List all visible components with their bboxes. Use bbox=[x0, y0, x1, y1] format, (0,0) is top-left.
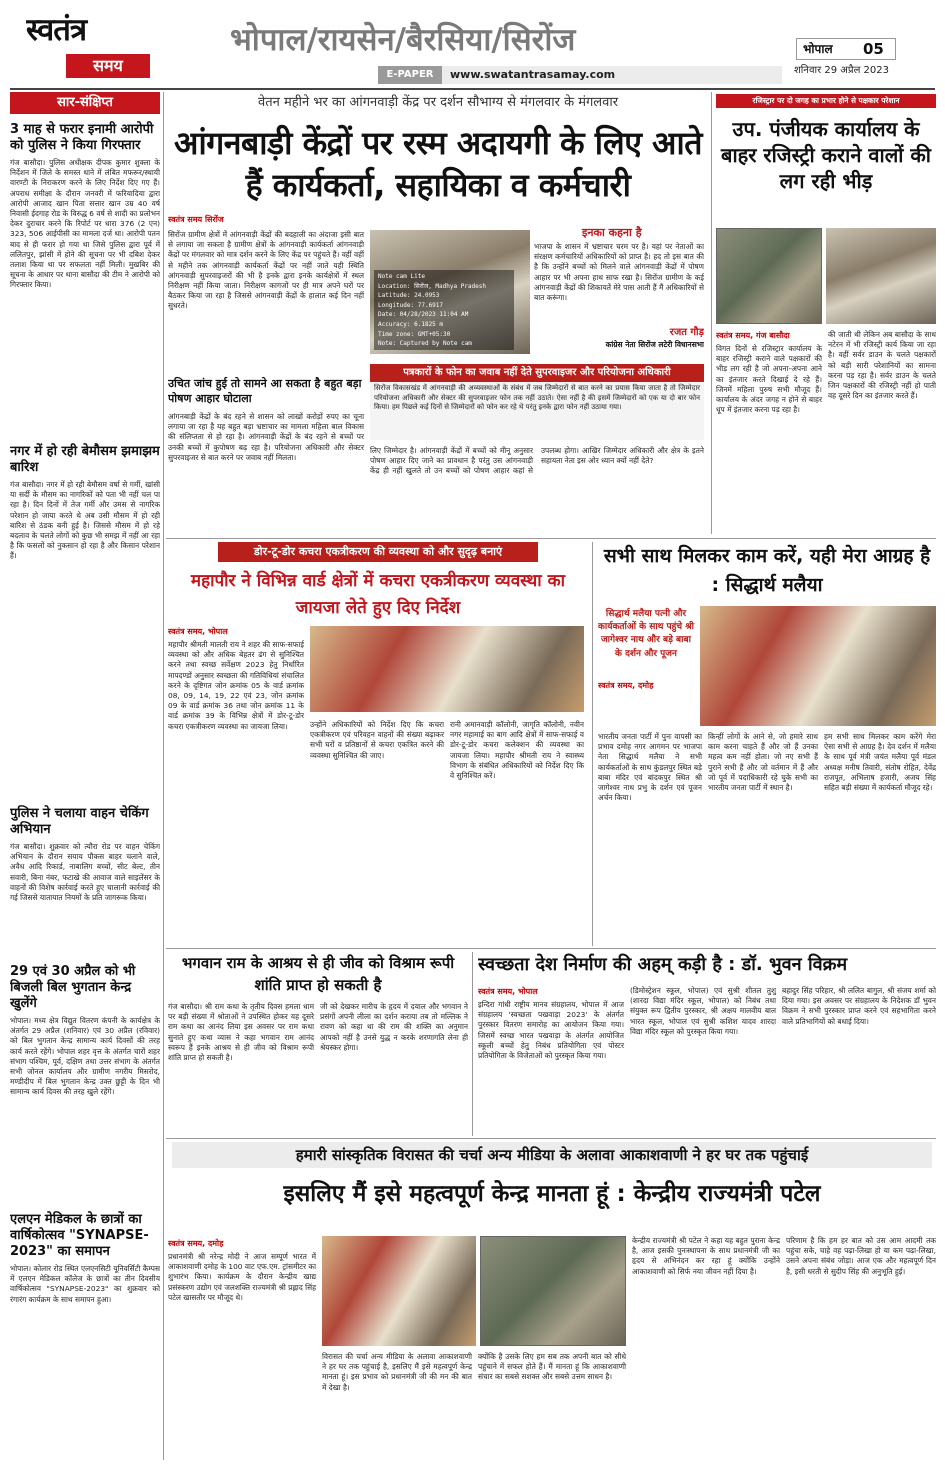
quote-box bbox=[534, 226, 704, 362]
city-strip bbox=[172, 16, 782, 64]
malaiya-caption: सिद्धार्थ मलैया पत्नी और कार्यकर्ताओं के साथ पहुंचे श्री जागेश्वर नाथ और बड़े बाबा के दर्शन और पूजन bbox=[598, 609, 694, 659]
registry-byline: स्वतंत्र समय, गंज बासौदा bbox=[716, 331, 790, 340]
photo-overlay bbox=[374, 270, 514, 350]
anganwadi-body-2: आंगनबाड़ी केंद्रों के बंद रहने से शासन को लाखों करोड़ों रुपए का चूना लगाया जा रहा है यह बहुत बड़ा भ्रष्टाचार का मामला महिला बाल विकास की संलिप्तता से हो रहा है। आंगनवाड़ी केंद्रों के बंद रहने से बच्चों पर उनकी बच्चों में कुपोषण बढ़ रहा है। परियोजना अधिकारी और सेक्टर सुपरवाइजर से बात करने पर जवाब नहीं मिलता। bbox=[168, 412, 364, 462]
logo bbox=[26, 10, 156, 82]
sidebar-story-3-headline: पुलिस ने चलाया वाहन चेकिंग अभियान bbox=[10, 806, 149, 837]
ram-body-2: जी को देखकर मारीच के हृदय में दयाल और भगवान ने प्रसंगों अपनी लीला का दर्शन कराया तब तो मल्लिक ने रावण को कहा था की राम की शक्ति का अनुमान आपको नहीं है उनसे युद्ध न करके शरणागति लेना ही श्रेयस्कर होगा। bbox=[320, 1002, 468, 1052]
ram-body-1: गंज बासौदा। श्री राम कथा के तृतीय दिवस हमला धाम पर बड़ी संख्या में श्रोताओं ने उपस्थित होकर यह दूसरे राम कथा का आनंद लिया इस अवसर पर राम कथा सुनाते हुए कथा व्यास ने कहा भगवान राम आनंद स्वरूप हैं इनके आश्रय से ही जीव को विश्राम रूपी शांति प्राप्त हो सकती है। bbox=[168, 1002, 314, 1063]
city-names: भोपाल/रायसेन/बैरसिया/सिरोंज bbox=[230, 22, 576, 58]
waste-body-2: उन्होंने अधिकारियों को निर्देश दिए कि कचरा एकत्रीकरण एवं परिवहन वाहनों की संख्या बढ़ाकर सभी घरों व प्रतिष्ठानों से कचरा एकत्रित करने की व्यवस्था सुनिश्चित की जाए। bbox=[310, 720, 444, 760]
sidebar-story-4-headline: 29 एवं 30 अप्रैल को भी बिजली बिल भुगतान केन्द्र खुलेंगे bbox=[10, 964, 136, 1011]
waste-body-3: रानी अमानवाड़ी कॉलोनी, जागृति कॉलोनी, नवीन नगर महामाई का बाग आदि क्षेत्रों में साफ-सफाई व डोर-टू-डोर कचरा कलेक्शन की व्यवस्था का जायजा लिया। महापौर श्रीमती राय ने स्वास्थ्य विभाग के संबंधित अधिकारियों को निर्देश दिए कि वे सुनिश्चित करें। bbox=[450, 720, 584, 781]
sidebar-story-1-headline: 3 माह से फरार इनामी आरोपी को पुलिस ने किया गिरफ्तार bbox=[10, 122, 154, 153]
quote-body: भाजपा के शासन में भ्रष्टाचार चरम पर है। यहां पर नेताओं का संरक्षण कर्मचारियों अधिकारियों को प्राप्त है। हद तो इस बात की है कि उन्होंने बच्चों को मिलने वाले आंगनवाड़ी केंद्रों में पोषण आहार पर भी अपना हाथ साफ रखा है। सिरोंज ग्रामीण के कई आंगनवाड़ी केंद्रों की शिकायतें मेरे पास आती हैं मैं अधिकारियों से बात करूंगा। bbox=[534, 242, 704, 303]
waste-kicker: डोर-टू-डोर कचरा एकत्रीकरण की व्यवस्था को और सुदृढ़ बनाएं bbox=[218, 542, 538, 562]
anganwadi-story bbox=[168, 94, 708, 538]
akashvani-body-2: विरासत की चर्चा अन्य मीडिया के अलावा आकाशवाणी ने हर घर तक पहुंचाई है, इसलिए मैं इसे महत्वपूर्ण केन्द्र मानता हूं। इस प्रभाव को प्रधानमंत्री जी की मन की बात में देखा है। bbox=[322, 1352, 472, 1392]
akashvani-kicker: हमारी सांस्कृतिक विरासत की चर्चा अन्य मीडिया के अलावा आकाशवाणी ने हर घर तक पहुंचाई bbox=[172, 1142, 932, 1168]
akashvani-body-3: क्योंकि है उसके लिए हम सब तक अपनी बात को सीधे पहुंचाने में सफल होते हैं। मैं मानता हूं कि आकाशवाणी संचार का सबसे सशक्त और सबसे उत्तम साधन है। bbox=[478, 1352, 626, 1382]
registry-body-2: की जाती थी लेकिन अब बासौदा के साथ नटेरन में भी रजिस्ट्री कार्य किया जा रहा है। वहीं सर्वर डाउन के चलते पक्षकारों को बड़ी सारी परेशानियों का सामना करना पड़ रहा है। सर्वर डाउन के चलते जिन पक्षकारों की रजिस्ट्री नहीं हो पाती वह दूसरे दिन का इंतजार करते हैं। bbox=[828, 330, 936, 401]
quote-name: रजत गौड़ bbox=[669, 327, 704, 338]
mid-rule-1 bbox=[166, 538, 936, 539]
sidebar-story-2-body: गंज बासौदा। नगर में हो रही बेमौसम वर्षा से गर्मी, खांसी या सर्दी के मौसम का नागरिकों को पता भी नहीं चल पा रहा है। दिन दिनों में तेज गर्मी और उमस से नागरिक परेशान हो जाया करते थे अब उसी मौसम में हो रही बारिश से ठंडक बनी हुई है। जिससे मौसम में हो रहे बदलाव के चलते लोगों को कुछ भी समझ में नहीं आ रहा है कि फसलों को नुकसान हो रहा है और किसान परेशान हैं। bbox=[10, 480, 160, 561]
epaper-bar bbox=[378, 66, 782, 84]
page-number: 05 bbox=[863, 40, 884, 58]
website-link[interactable]: www.swatantrasamay.com bbox=[450, 68, 616, 81]
overlay-line: Note cam Lite bbox=[378, 273, 425, 280]
mid-divider-2 bbox=[472, 952, 473, 1136]
ram-headline: भगवान राम के आश्रय से ही जीव को विश्राम रूपी शांति प्राप्त हो सकती है bbox=[181, 954, 455, 994]
swachhta-body-1: इन्दिरा गांधी राष्ट्रीय मानव संग्रहालय, भोपाल में आज संग्रहालय 'स्वच्छता पखवाड़ा 2023' के अंतर्गत पुरस्कार वितरण समारोह का आयोजन किया गया। जिसमें स्वच्छ भारत पखवाड़ा के अंतर्गत आयोजित स्कूली बच्चों हेतु निबंध प्रतियोगिता एवं पोस्टर प्रतियोगिता के विजेताओं को पुरस्कृत किया गया। bbox=[478, 1000, 624, 1061]
sidebar-story-4-body: भोपाल। मध्य क्षेत्र विद्युत वितरण कंपनी के कार्यक्षेत्र के अंतर्गत 29 अप्रैल (शनिवार) एवं 30 अप्रैल (रविवार) को बिल भुगतान केन्द्र सामान्य कार्य दिवसों की तरह कार्य करते रहेंगे। भोपाल शहर वृत्त के अंतर्गत चारों शहर संभाग पश्चिम, पूर्व, दक्षिण तथा उत्तर संभाग के अंतर्गत सभी जोनल कार्यालय और ग्रामीण नगरीय मिसरोद, मण्डीदीप में बिल भुगतान केन्द्र उक्त छुट्टी के दिन भी सामान्य कार्य दिवस की तरह खुले रहेंगे। bbox=[10, 1016, 160, 1097]
masthead-rule bbox=[10, 88, 935, 90]
edition-name: भोपाल bbox=[803, 42, 833, 56]
akashvani-body-1: प्रधानमंत्री श्री नरेन्द्र मोदी ने आज सम्पूर्ण भारत में आकाशवाणी दमोह के 100 वाट एफ.एम. ट्रांसमीटर का शुभारंभ किया। कार्यक्रम के दौरान केन्द्रीय खाद्य प्रसंस्करण उद्योग एवं जलशक्ति राज्यमंत्री श्री प्रह्लाद सिंह पटेल खासतौर पर मौजूद थे। bbox=[168, 1252, 316, 1302]
quote-title: इनका कहना है bbox=[582, 226, 642, 239]
akashvani-byline: स्वतंत्र समय, दमोह bbox=[168, 1239, 224, 1248]
swachhta-byline: स्वतंत्र समय, भोपाल bbox=[478, 987, 538, 996]
waste-story bbox=[168, 542, 588, 962]
swachhta-body-3: बहादुर सिंह परिहार, श्री ललित बागुल, श्री संजय शर्मा को दिया गया। इस अवसर पर संग्रहालय के निदेशक डॉ भुवन विक्रम ने सभी पुरस्कार प्राप्त करने एवं सहभागिता करने वाले प्रतिभागियों को बधाई दिया। bbox=[782, 986, 936, 1026]
quote-role: कांग्रेस नेता सिरोंज लटेरी विधानसभा bbox=[605, 340, 704, 349]
anganwadi-body-1: सिरोंज ग्रामीण क्षेत्रों में आंगनवाड़ी केंद्रों की बदहाली का अंदाजा इसी बात से लगाया जा सकता है ग्रामीण क्षेत्रों के आंगनवाड़ी कार्यकर्ता आंगनवाड़ी केंद्रों पर मंगलवार को मात्र दर्शन करने के लिए केंद्र पर पहुंचते हैं। वहीं वहीं से महीने तक आंगनवाड़ी कार्यकर्ता केंद्रों पर नहीं जाते यही स्थिति आंगनवाड़ी सुपरवाइजरों की भी है इनके द्वारा इनके कार्यक्षेत्रों में स्थल निरीक्षण नहीं किया जाता। निरीक्षण कागजों पर ही मात्र अपने घरों पर बैठकर किया जा रहा है जिससे आंगनवाड़ी केंद्रों के हालात कई दिन नहीं सुधरते। bbox=[168, 230, 364, 311]
reporters-box-body: सिरोंज विकासखंड में आंगनवाड़ी की अव्यवस्थाओं के संबंध में जब जिम्मेदारों से बात करने का प्रयास किया जाता है तो जिम्मेदार परियोजना अधिकारी और सेक्टर की सुपरवाइजर फोन तक नहीं उठाते। ऐसा नहीं है की इसमें जिम्मेदारों को एक या दो बार फोन किया। हम पिछले कई दिनों से जिम्मेदारों को फोन कर रहे थे परंतु इनके द्वारा फोन नहीं उठाया गया। bbox=[374, 384, 700, 412]
waste-body-1: महापौर श्रीमती मालती राय ने शहर की साफ-सफाई व्यवस्था को और अधिक बेहतर ढंग से सुनिश्चित करने तथा स्वच्छ सर्वेक्षण 2023 हेतु निर्धारित मापदण्डों अनुसार स्वच्छता की गतिविधियां संचालित करने के दृष्टिगत जोन क्रमांक 05 के वार्ड क्रमांक 08, 09, 14, 19, 22 एवं 23, जोन क्रमांक 09 के वार्ड क्रमांक 36 तथा जोन क्रमांक 11 के वार्ड क्रमांक 39 के विभिन्न क्षेत्रों में डोर-टू-डोर कचरा एकत्रीकरण व्यवस्था का जायजा लिया। bbox=[168, 640, 304, 731]
anganwadi-body-3: लिए जिम्मेदार है। आंगनवाड़ी केंद्रों में बच्चों को मीनू अनुसार पोषण आहार दिए जाने का प्रावधान है परंतु उस आंगनवाड़ी केंद्र ही नहीं खुलते तो उन बच्चों को पोषण आहार कहां से उपलब्ध होगा। आखिर जिम्मेदार अधिकारी और क्षेत्र के इतने सहायता नेता इस ओर ध्यान क्यों नहीं देते? bbox=[370, 446, 704, 476]
issue-date: शनिवार 29 अप्रैल 2023 bbox=[794, 65, 889, 76]
anganwadi-kicker: वेतन महीने भर का आंगनवाड़ी केंद्र पर दर्शन सौभाग्य से मंगलवार के मंगलवार bbox=[257, 95, 619, 110]
registry-body-1: विगत दिनों से रजिस्ट्रार कार्यालय के बाहर रजिस्ट्री कराने वाले पक्षकारों की भीड़ लग रही है जो अपना-अपना आने का इंतजार करते दिखाई दे रहे हैं। जिनमें महिला पुरुष सभी मौजूद हैं। कार्यालय के अंदर जगह न होने से बाहर धूप में इंतजार करना पड़ रहा है। bbox=[716, 344, 822, 415]
sidebar-story-2-headline: नगर में हो रही बेमौसम झमाझम बारिश bbox=[10, 444, 160, 475]
malaiya-body-1: भारतीय जनता पार्टी में पुनः वापसी का प्रभाव दमोह नगर आगमन पर भाजपा नेता सिद्धार्थ मलैया ने सभी कार्यकर्ताओं के साथ कुंडलपुर स्थित बड़े बाबा मंदिर एवं बांदकपुर स्थित श्री जागेश्वर नाथ प्रभु के दर्शन एवं पूजन अर्चन किया। bbox=[598, 732, 702, 803]
logo-bottom-text: समय bbox=[66, 54, 150, 78]
sidebar-story-5-body: भोपाल। कोलार रोड स्थित एलएनसिटी यूनिवर्सिटी कैम्पस में एलएन मेडिकल कॉलेज के छात्रों का तीन दिवसीय वार्षिकोत्सव "SYNAPSE-2023" का शुक्रवार को रंगारंग कार्यक्रम के साथ समापन हुआ। bbox=[10, 1264, 160, 1304]
sidebar-story-5-headline: एलएन मेडिकल के छात्रों का वार्षिकोत्सव "SYNAPSE-2023" का समापन bbox=[10, 1212, 149, 1259]
anganwadi-byline: स्वतंत्र समय सिरोंज bbox=[168, 215, 224, 224]
anganwadi-headline: आंगनबाड़ी केंद्रों पर रस्म अदायगी के लिए आते हैं कार्यकर्ता, सहायिका व कर्मचारी bbox=[173, 124, 703, 204]
akashvani-body-4: केन्द्रीय राज्यमंत्री श्री पटेल ने कहा यह बहुत पुराना केन्द्र है, आज इसकी पुनःस्थापना के साथ प्रधानमंत्री जी का हृदय से अभिनंदन कर रहा हूं क्योंकि उन्होंने आकाशवाणी को सिर्फ नया जीवन नहीं दिया है। bbox=[632, 1236, 780, 1276]
akashvani-photo-2 bbox=[480, 1236, 626, 1346]
sidebar-divider bbox=[163, 92, 164, 1460]
anganwadi-photo bbox=[370, 230, 530, 354]
mid-rule-3 bbox=[166, 1138, 936, 1139]
epaper-label: E-PAPER bbox=[378, 66, 442, 84]
registry-headline: उप. पंजीयक कार्यालय के बाहर रजिस्ट्री कराने वालों की लग रही भीड़ bbox=[721, 117, 931, 193]
swachhta-headline: स्वच्छता देश निर्माण की अहम् कड़ी है : डॉ. भुवन विक्रम bbox=[478, 954, 848, 975]
waste-photo bbox=[310, 626, 584, 712]
masthead bbox=[0, 0, 945, 88]
registry-kicker: रजिस्ट्रार पर दो जगह का प्रभार होने से पक्षकार परेशान bbox=[716, 94, 936, 108]
akashvani-story bbox=[168, 1142, 936, 1460]
overlay-line: Time zone: GMT+05:30 bbox=[378, 330, 451, 338]
swachhta-body-2: (डिमोस्ट्रेशन स्कूल, भोपाल) एवं सुश्री शीतल तुशु (शारदा विद्या मंदिर स्कूल, भोपाल) को निबंध तथा संयुक्त रूप द्वितीय पुरस्कार, श्री अक्षय मालवीय बाल भारत स्कूल, भोपाल एवं सुश्री कशिश यादव शारदा विद्या मंदिर स्कूल को पुरस्कृत किया गया। bbox=[630, 986, 776, 1036]
anganwadi-subhead: उचित जांच हुई तो सामने आ सकता है बहुत बड़ा पोषण आहार घोटाला bbox=[168, 377, 362, 405]
waste-headline: महापौर ने विभिन्न वार्ड क्षेत्रों में कचरा एकत्रीकरण व्यवस्था का जायजा लेते हुए दिए निर्देश bbox=[190, 571, 566, 618]
reporters-box bbox=[370, 364, 704, 440]
overlay-line: Date: 04/28/2023 11:04 AM bbox=[378, 311, 469, 319]
malaiya-story bbox=[598, 542, 936, 946]
akashvani-body-5: परिणाम है कि हम हर बात को उस आम आदमी तक पहुंचा सके, चाहे वह पढ़ा-लिखा हो या कम पढ़ा-लिखा, उसने अपना संबंध जोड़ा। आज एक और महत्वपूर्ण दिन है, इसी धरती से सुदीप सिंह की अनुभूति हुई। bbox=[786, 1236, 936, 1276]
sidebar-story-1-body: गंज बासौदा। पुलिस अधीक्षक दीपक कुमार शुक्ला के निर्देशन में जिले के समस्त थाने में लंबित मफरूर/स्थायी वारण्टी के निराकरण करने के लिए निर्देश दिए गए हैं। अपराध समीक्षा के दौरान जनवरी में फरियादिया द्वारा आरोपी आजाद खान पिता सत्तार खान उम्र 40 वर्ष निवासी ईदगाह रोड के विरुद्ध 6 वर्ष से शादी का प्रलोभन देकर दुराचार करने कि रिपोर्ट पर धारा 376 (2 एन) 323, 506 आईपीसी का मामला दर्ज था। आरोपी पतन बाद से ही फरार हो गया था जिसे पुलिस द्वारा पूर्व में ललितपुर, झांसी में होने की सूचना पर भी दबिश देकर तलाश किया था पर सफलता नहीं मिली। मुखबिर की सूचना के आधार पर थाना बासौदा की टीम ने आरोपी को गिरफ्तार किया। bbox=[10, 158, 160, 290]
malaiya-headline: सभी साथ मिलकर काम करें, यही मेरा आग्रह है : सिद्धार्थ मलैया bbox=[603, 545, 931, 596]
reporters-box-title: पत्रकारों के फोन का जवाब नहीं देते सुपरवाइजर और परियोजना अधिकारी bbox=[370, 364, 704, 382]
registry-story bbox=[716, 94, 936, 534]
overlay-line: Accuracy: 6.1825 m bbox=[378, 320, 444, 328]
malaiya-byline: स्वतंत्र समय, दमोह bbox=[598, 681, 654, 690]
malaiya-body-3: हम सभी साथ मिलकर काम करेंगे मेरा ऐसा सभी से आग्रह है। देव दर्शन में मलैया के साथ पूर्व मंत्री जयंत मलैया पूर्व मंडल अध्यक्ष मनीष तिवारी, संतोष रोहित, देवेंद्र राजपूत, अभिलाष हजारी, अजय सिंह सहित बड़ी संख्या में कार्यकर्ता मौजूद रहे। bbox=[824, 732, 936, 793]
malaiya-body-2: किन्हीं लोगों के आने से, जो हमारे साथ काम करना चाहते हैं और जो हैं उनका महत्व कम नहीं होता। जो नए सभी हैं पुराने सभी हैं और जो वर्तमान में हैं और जो पूर्व में पदाधिकारी रहे चुके सभी का भारतीय जनता पार्टी में स्थान है। bbox=[708, 732, 818, 793]
overlay-line: Note: Captured by Note cam bbox=[378, 340, 472, 348]
overlay-line: Location: सिरोंज, Madhya Pradesh bbox=[378, 282, 486, 290]
center-right-divider bbox=[711, 92, 712, 534]
sidebar bbox=[10, 92, 160, 1460]
registry-photo-2 bbox=[826, 228, 936, 324]
malaiya-photo bbox=[700, 606, 936, 726]
mid-divider-1 bbox=[592, 542, 593, 946]
edition-box bbox=[796, 38, 896, 60]
registry-photo-1 bbox=[716, 228, 822, 324]
swachhta-story bbox=[478, 952, 936, 1132]
logo-top-text: स्वतंत्र bbox=[26, 12, 87, 48]
ram-story bbox=[168, 952, 468, 1132]
sidebar-story-3-body: गंज बासौदा। शुक्रवार को त्यौरा रोड पर वाहन चेकिंग अभियान के दौरान सयाय पौकस बाहर चलाने वाले, अवैध आदि रिकार्ड, नाबालिग बच्चों, सीट बेल्ट, तीन सवारी, बिना नंबर, फटाखे की आवाज वाले साइलेंसर के वाहनों की विशेष कार्रवाई करते हुए चालानी कार्रवाई की गई जिससे यातायात नियमों के प्रति जागरूक किया। bbox=[10, 842, 160, 903]
overlay-line: Longitude: 77.6917 bbox=[378, 301, 444, 309]
akashvani-photo-1 bbox=[322, 1236, 476, 1346]
overlay-line: Latitude: 24.0953 bbox=[378, 292, 440, 300]
akashvani-headline: इसलिए मैं इसे महत्वपूर्ण केन्द्र मानता हूं : केन्द्रीय राज्यमंत्री पटेल bbox=[283, 1181, 821, 1207]
sidebar-title: सार-संक्षिप्त bbox=[10, 92, 160, 114]
waste-byline: स्वतंत्र समय, भोपाल bbox=[168, 627, 228, 636]
mid-rule-2 bbox=[166, 948, 936, 949]
